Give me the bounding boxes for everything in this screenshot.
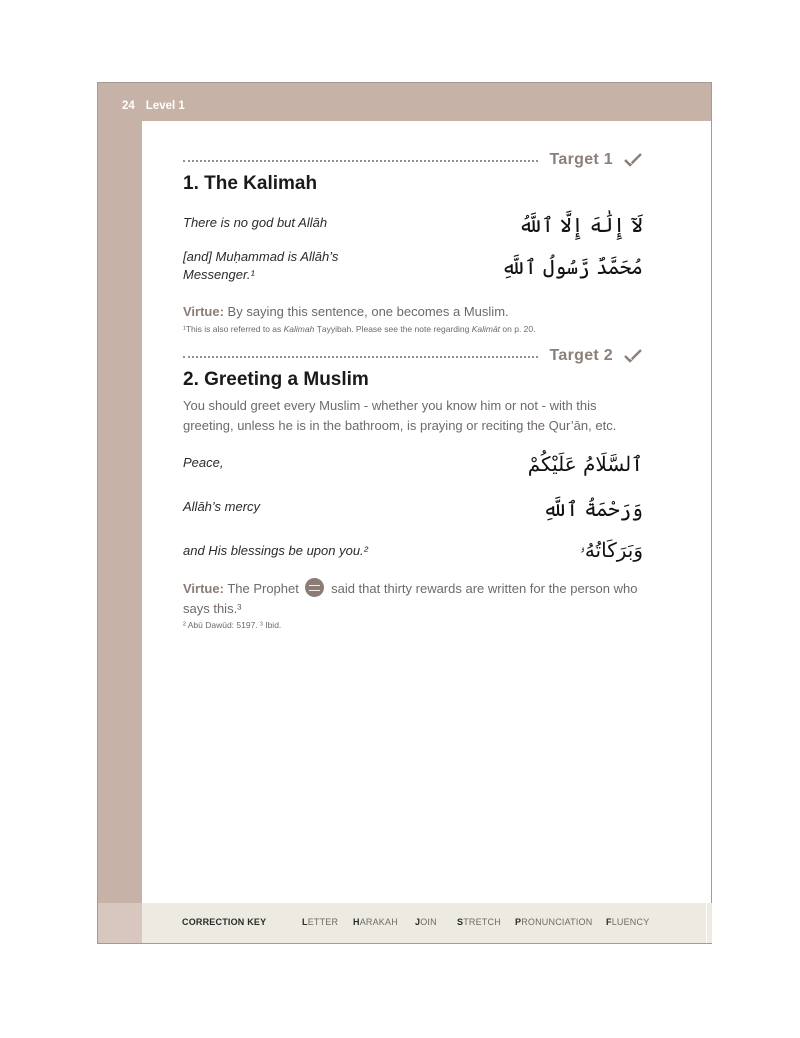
virtue-body: By saying this sentence, one becomes a Muslim.	[223, 304, 509, 319]
key-initial: F	[606, 917, 612, 927]
footnote-emphasis: Kalimah	[283, 324, 315, 334]
dotted-rule	[183, 356, 538, 358]
arabic-line: مُحَمَّدٌ رَّسُولُ ٱللَّهِ	[501, 255, 643, 279]
key-stretch	[457, 917, 501, 927]
target-label: Target 2	[549, 347, 613, 364]
virtue-text	[183, 578, 643, 619]
key-join	[415, 917, 437, 927]
footnote-emphasis: Kalimāt	[471, 324, 501, 334]
page-content	[183, 83, 643, 943]
target-label: Target 1	[549, 151, 613, 168]
key-rest: LUENCY	[611, 917, 650, 927]
level-label: Level 1	[145, 100, 185, 112]
target-1-row	[183, 151, 643, 171]
page-header	[122, 100, 185, 112]
virtue-text	[183, 302, 643, 322]
virtue-body: said that thirty rewards are written for the person who says this.³	[183, 581, 638, 616]
footnote-text: Ṭayyibah. Please see the note regarding	[314, 324, 472, 334]
key-pronunciation	[515, 917, 592, 927]
correction-key-title: CORRECTION KEY	[182, 917, 267, 927]
arabic-line: لَآ إِلَٰهَ إِلَّا ٱللَّهُ	[518, 213, 643, 237]
footnote-text: ¹This is also referred to as	[183, 324, 284, 334]
section-title: 1. The Kalimah	[183, 173, 318, 194]
key-rest: ARAKAH	[359, 917, 398, 927]
target-2-row	[183, 347, 643, 367]
key-rest: TRETCH	[463, 917, 501, 927]
correction-key-bar	[142, 903, 706, 943]
checkmark-icon	[623, 347, 643, 365]
key-initial: J	[415, 917, 421, 927]
key-initial: L	[302, 917, 308, 927]
book-page	[97, 82, 712, 944]
checkmark-icon	[623, 151, 643, 169]
key-letter	[302, 917, 338, 927]
key-initial: H	[353, 917, 360, 927]
page-number: 24	[122, 100, 135, 112]
footnote: ² Abū Dawūd: 5197. ³ Ibid.	[183, 620, 282, 630]
key-initial: P	[515, 917, 522, 927]
dotted-rule	[183, 160, 538, 162]
side-bar	[98, 83, 142, 943]
virtue-body: The Prophet	[223, 581, 303, 596]
footnote	[183, 324, 536, 334]
key-harakah	[353, 917, 398, 927]
arabic-line: وَبَرَكَاتُهُۥ	[579, 538, 643, 562]
intro-text: You should greet every Muslim - whether you know him or not - with this greeting, unless he is in the bathroom, is praying or reciting the Qur’ān, etc.	[183, 398, 617, 433]
arabic-line: ٱلسَّلَامُ عَلَيْكُمْ	[527, 452, 643, 476]
translation-line: There is no god but Allāh	[183, 215, 328, 230]
key-bar-end	[706, 903, 712, 943]
key-rest: OIN	[420, 917, 437, 927]
section-title: 2. Greeting a Muslim	[183, 369, 369, 390]
key-rest: RONUNCIATION	[521, 917, 593, 927]
translation-line: Peace,	[183, 455, 224, 470]
pbuh-seal-icon	[305, 578, 324, 597]
virtue-label: Virtue:	[183, 304, 224, 319]
key-rest: ETTER	[307, 917, 339, 927]
translation-line: and His blessings be upon you.²	[183, 543, 369, 558]
key-fluency	[606, 917, 649, 927]
footnote-text: on p. 20.	[500, 324, 536, 334]
key-bar-side	[98, 903, 142, 943]
translation-line: [and] Muḥammad is Allāh’s Messenger.¹	[183, 249, 339, 282]
arabic-line: وَرَحْمَةُ ٱللَّهِ	[542, 497, 643, 521]
virtue-label: Virtue:	[183, 581, 224, 596]
key-initial: S	[457, 917, 464, 927]
translation-line: Allāh’s mercy	[183, 499, 261, 514]
